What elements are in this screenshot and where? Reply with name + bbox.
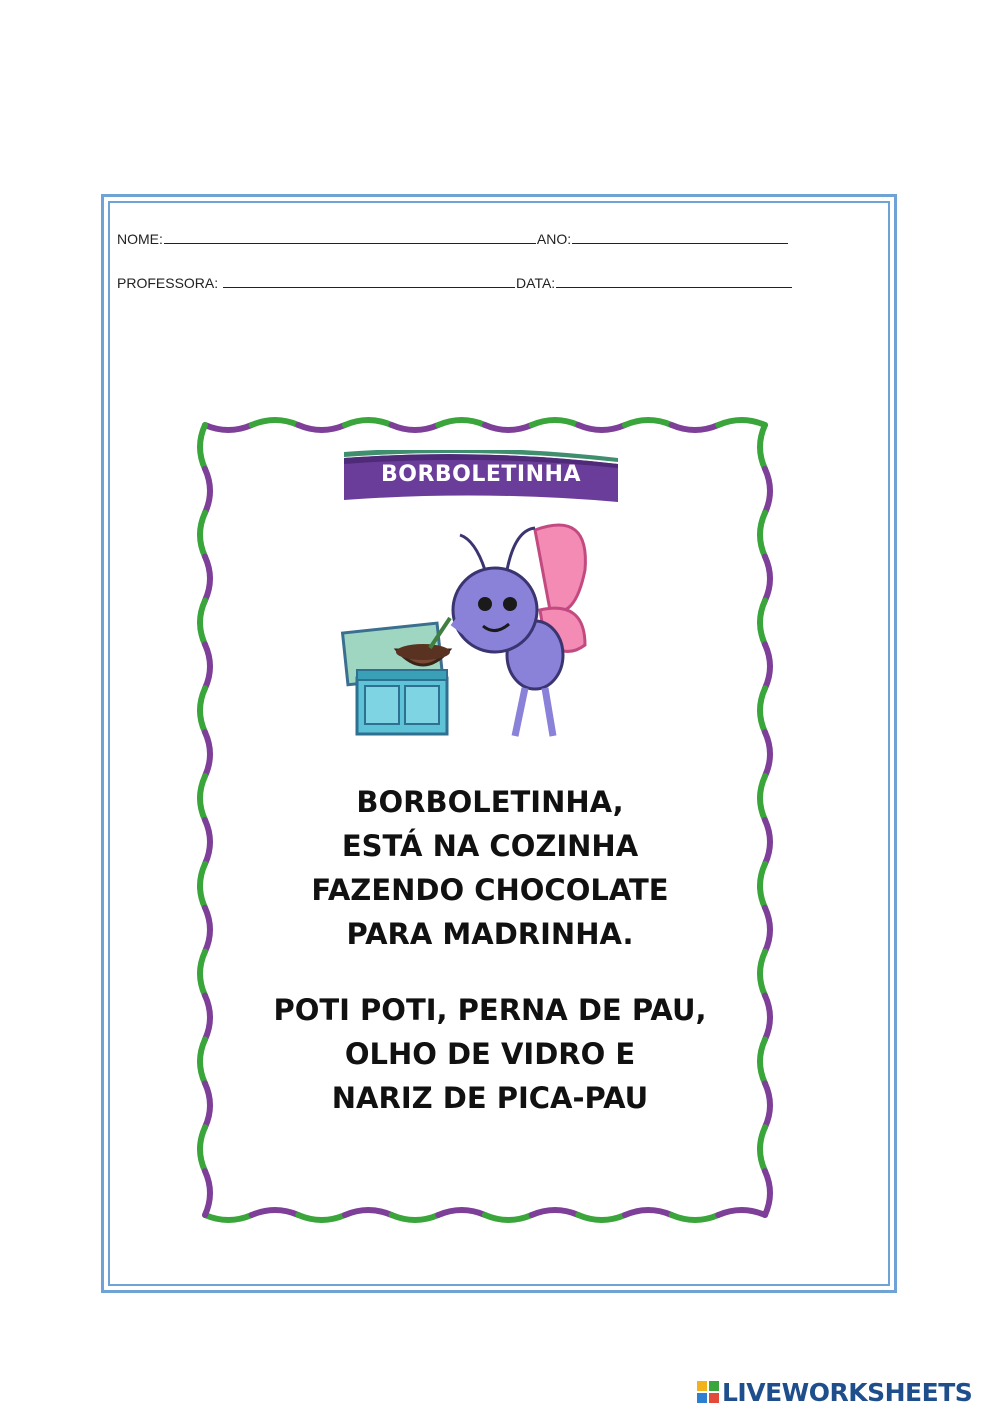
ribbon-segment — [760, 425, 765, 469]
ribbon-segment — [205, 996, 210, 1040]
ribbon-segment — [765, 1171, 770, 1215]
teacher-label: PROFESSORA: — [117, 275, 219, 291]
ribbon-segment — [252, 420, 299, 425]
poem-line: FAZENDO CHOCOLATE — [311, 873, 669, 907]
poem-verse-1 — [220, 780, 760, 956]
ribbon-segment — [200, 601, 205, 645]
ribbon-segment — [578, 1215, 625, 1220]
butterfly-cooking-chocolate-icon — [335, 510, 635, 750]
ribbon-segment — [392, 425, 439, 430]
ribbon-segment — [760, 776, 765, 820]
ribbon-segment — [200, 1127, 205, 1171]
ribbon-segment — [765, 469, 770, 513]
ribbon-segment — [760, 952, 765, 996]
ribbon-segment — [532, 420, 579, 425]
poem-line: POTI POTI, PERNA DE PAU, — [273, 993, 707, 1027]
ribbon-segment — [760, 1127, 765, 1171]
ribbon-segment — [760, 688, 765, 732]
ribbon-segment — [765, 820, 770, 864]
ribbon-segment — [765, 908, 770, 952]
ribbon-segment — [438, 420, 485, 425]
poem-line: PARA MADRINHA. — [346, 917, 634, 951]
ribbon-segment — [485, 425, 532, 430]
ribbon-segment — [200, 688, 205, 732]
ribbon-segment — [205, 1171, 210, 1215]
poem-line: NARIZ DE PICA-PAU — [331, 1081, 649, 1115]
ribbon-segment — [205, 557, 210, 601]
ribbon-segment — [205, 1083, 210, 1127]
ribbon-segment — [718, 1210, 765, 1215]
ribbon-segment — [345, 420, 392, 425]
ribbon-segment — [625, 420, 672, 425]
ribbon-segment — [718, 420, 765, 425]
ribbon-segment — [765, 996, 770, 1040]
ribbon-segment — [200, 864, 205, 908]
ribbon-segment — [205, 644, 210, 688]
ribbon-segment — [298, 425, 345, 430]
poem-line: ESTÁ NA COZINHA — [341, 829, 639, 863]
liveworksheets-logo-icon — [697, 1381, 719, 1403]
ribbon-segment — [578, 425, 625, 430]
ribbon-segment — [205, 425, 252, 430]
year-label: ANO: — [536, 231, 572, 247]
ribbon-segment — [765, 644, 770, 688]
ribbon-segment — [205, 820, 210, 864]
ribbon-segment — [438, 1210, 485, 1215]
ribbon-segment — [200, 513, 205, 557]
ribbon-segment — [200, 1039, 205, 1083]
brand-name: LIVEWORKSHEETS — [722, 1377, 973, 1407]
ribbon-segment — [485, 1215, 532, 1220]
name-label: NOME: — [117, 231, 163, 247]
liveworksheets-brand[interactable] — [697, 1376, 972, 1408]
ribbon-segment — [200, 952, 205, 996]
banner-title: BORBOLETINHA — [381, 462, 581, 487]
poem-line: OLHO DE VIDRO E — [344, 1037, 636, 1071]
ribbon-segment — [298, 1215, 345, 1220]
ribbon-segment — [205, 1215, 252, 1220]
ribbon-segment — [205, 732, 210, 776]
ribbon-segment — [760, 1039, 765, 1083]
ribbon-segment — [200, 425, 205, 469]
poem-line: BORBOLETINHA, — [356, 785, 624, 819]
ribbon-segment — [760, 601, 765, 645]
ribbon-segment — [252, 1210, 299, 1215]
ribbon-segment — [205, 908, 210, 952]
ribbon-segment — [760, 513, 765, 557]
ribbon-segment — [765, 557, 770, 601]
ribbon-segment — [532, 1210, 579, 1215]
ribbon-segment — [392, 1215, 439, 1220]
ribbon-segment — [765, 732, 770, 776]
date-label: DATA: — [516, 275, 556, 291]
ribbon-segment — [672, 1215, 719, 1220]
ribbon-segment — [205, 469, 210, 513]
ribbon-segment — [625, 1210, 672, 1215]
ribbon-segment — [200, 776, 205, 820]
ribbon-segment — [345, 1210, 392, 1215]
ribbon-segment — [765, 1083, 770, 1127]
ribbon-segment — [672, 425, 719, 430]
ribbon-segment — [760, 864, 765, 908]
poem-verse-2 — [220, 988, 760, 1120]
